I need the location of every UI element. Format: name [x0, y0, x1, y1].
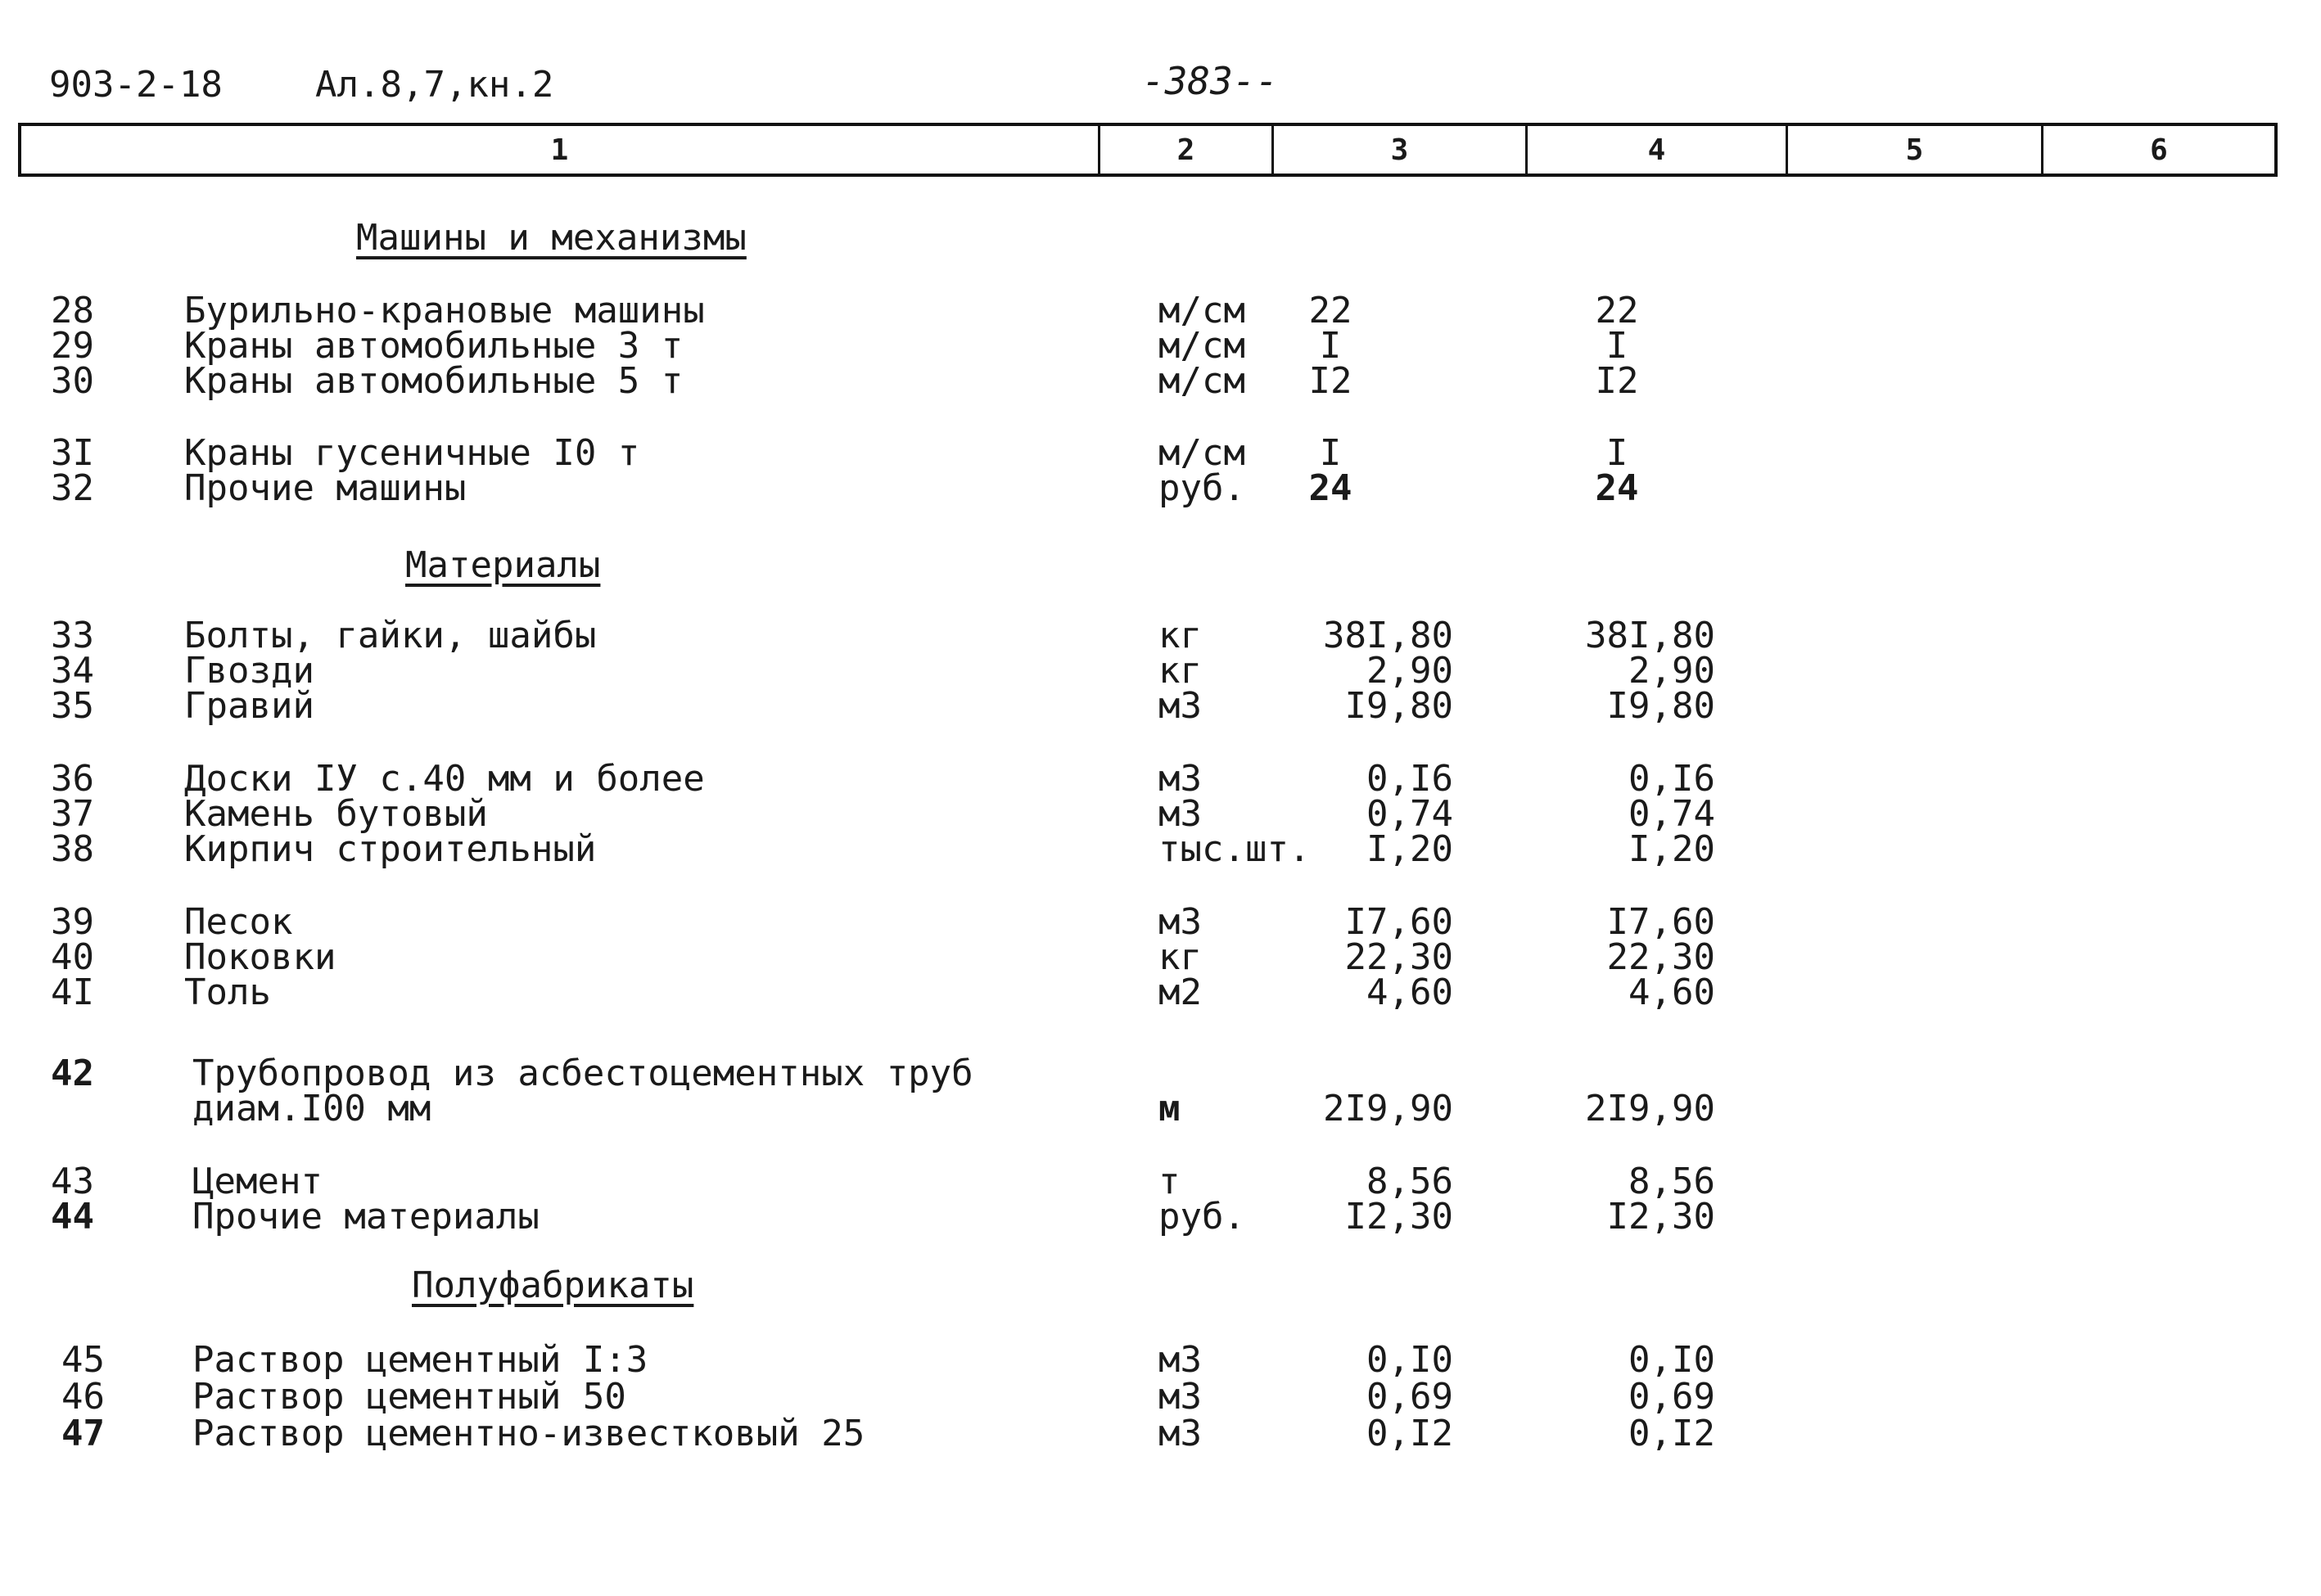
row-unit: м/см — [1158, 360, 1245, 402]
row-qty-col4: 0,69 — [1628, 1376, 1715, 1418]
table-row — [0, 972, 2321, 1013]
row-qty-col3: I2,30 — [1344, 1196, 1453, 1238]
row-number: 47 — [61, 1413, 105, 1454]
row-qty-col4: I — [1605, 325, 1628, 367]
row-unit: м3 — [1158, 685, 1202, 727]
row-unit: м — [1158, 1088, 1181, 1129]
row-qty-col3: I — [1319, 432, 1342, 474]
row-qty-col3: 22,30 — [1344, 936, 1453, 978]
row-unit: м/см — [1158, 290, 1245, 331]
column-4-header: 4 — [1528, 126, 1788, 174]
table-row — [0, 936, 2321, 978]
row-qty-col3: 0,74 — [1366, 793, 1453, 835]
row-qty-col3: I — [1319, 325, 1342, 367]
row-name: Гвозди — [184, 650, 314, 692]
row-unit: м3 — [1158, 901, 1202, 943]
section-title-machines: Машины и механизмы — [356, 217, 747, 259]
table-row — [0, 901, 2321, 943]
table-row — [0, 685, 2321, 727]
row-name: Раствор цементный 50 — [192, 1376, 626, 1418]
row-unit: руб. — [1158, 1196, 1245, 1238]
row-unit: м3 — [1158, 793, 1202, 835]
column-2-header: 2 — [1100, 126, 1274, 174]
row-number: 35 — [51, 685, 94, 727]
row-number: 43 — [51, 1161, 94, 1202]
row-qty-col4: 38I,80 — [1585, 615, 1715, 656]
row-qty-col3: 0,I0 — [1366, 1339, 1453, 1381]
row-qty-col4: 0,I0 — [1628, 1339, 1715, 1381]
row-qty-col4: I,20 — [1628, 828, 1715, 870]
row-unit: кг — [1158, 615, 1202, 656]
row-number: 30 — [51, 360, 94, 402]
table-row — [0, 793, 2321, 835]
row-qty-col4: I — [1605, 432, 1628, 474]
row-number: 32 — [51, 467, 94, 509]
row-unit: руб. — [1158, 467, 1245, 509]
row-name: Кирпич строительный — [184, 828, 597, 870]
row-number: 4I — [51, 972, 94, 1013]
row-name: Доски IУ с.40 мм и более — [184, 758, 705, 800]
row-number: 33 — [51, 615, 94, 656]
row-name: Краны гусеничные I0 т — [184, 432, 640, 474]
row-unit: кг — [1158, 936, 1202, 978]
row-number: 38 — [51, 828, 94, 870]
row-qty-col4: 2,90 — [1628, 650, 1715, 692]
row-qty-col3: 0,69 — [1366, 1376, 1453, 1418]
row-name: Краны автомобильные 3 т — [184, 325, 684, 367]
row-qty-col3: I7,60 — [1344, 901, 1453, 943]
column-3-header: 3 — [1274, 126, 1528, 174]
row-name: Гравий — [184, 685, 314, 727]
table-row — [0, 290, 2321, 331]
row-number: 39 — [51, 901, 94, 943]
table-row — [0, 1196, 2321, 1238]
table-row — [0, 432, 2321, 474]
column-1-header: 1 — [21, 126, 1100, 174]
row-qty-col3: I2 — [1308, 360, 1352, 402]
row-unit: м3 — [1158, 1376, 1202, 1418]
table-row — [0, 325, 2321, 367]
section-title-semi-finished: Полуфабрикаты — [412, 1265, 694, 1306]
row-qty-col4: 22,30 — [1606, 936, 1715, 978]
row-name: Болты, гайки, шайбы — [184, 615, 597, 656]
row-qty-col4: I7,60 — [1606, 901, 1715, 943]
row-number: 46 — [61, 1376, 105, 1418]
row-number: 42 — [51, 1053, 94, 1094]
row-name: Краны автомобильные 5 т — [184, 360, 684, 402]
table-row — [0, 360, 2321, 402]
row-qty-col4: 4,60 — [1628, 972, 1715, 1013]
row-number: 34 — [51, 650, 94, 692]
table-row — [0, 1376, 2321, 1418]
row-name: Камень бутовый — [184, 793, 488, 835]
table-row — [0, 1413, 2321, 1454]
row-number: 28 — [51, 290, 94, 331]
row-name: Цемент — [192, 1161, 323, 1202]
column-5-header: 5 — [1788, 126, 2043, 174]
table-row — [0, 615, 2321, 656]
table-row — [0, 1053, 2321, 1094]
row-unit: м/см — [1158, 325, 1245, 367]
row-qty-col3: 4,60 — [1366, 972, 1453, 1013]
row-name: Поковки — [184, 936, 336, 978]
row-qty-col3: I9,80 — [1344, 685, 1453, 727]
doc-code: 903-2-18 — [49, 64, 223, 106]
column-6-header: 6 — [2150, 133, 2168, 167]
row-qty-col3: 0,I2 — [1366, 1413, 1453, 1454]
row-qty-col4: 22 — [1595, 290, 1639, 331]
row-unit: кг — [1158, 650, 1202, 692]
row-qty-col3: 24 — [1308, 467, 1352, 509]
row-qty-col4: 2I9,90 — [1585, 1088, 1715, 1129]
row-number: 45 — [61, 1339, 105, 1381]
row-qty-col3: 2,90 — [1366, 650, 1453, 692]
row-qty-col4: 8,56 — [1628, 1161, 1715, 1202]
row-number: 3I — [51, 432, 94, 474]
row-qty-col3: 22 — [1308, 290, 1352, 331]
table-row — [0, 758, 2321, 800]
row-qty-col3: 38I,80 — [1323, 615, 1453, 656]
table-row — [0, 467, 2321, 509]
row-name: Бурильно-крановые машины — [184, 290, 705, 331]
section-title-materials: Материалы — [405, 544, 601, 586]
row-name: Раствор цементный I:3 — [192, 1339, 648, 1381]
row-unit: тыс.шт. — [1158, 828, 1311, 870]
row-number: 40 — [51, 936, 94, 978]
row-qty-col4: I2 — [1595, 360, 1639, 402]
page-header — [49, 59, 2276, 113]
row-unit: м3 — [1158, 758, 1202, 800]
row-unit: т — [1158, 1161, 1181, 1202]
row-number: 29 — [51, 325, 94, 367]
row-name: Толь — [184, 972, 271, 1013]
album-reference: Ал.8,7,кн.2 — [315, 64, 554, 106]
row-name: Прочие материалы — [192, 1196, 540, 1238]
row-qty-col3: 8,56 — [1366, 1161, 1453, 1202]
row-qty-col4: I2,30 — [1606, 1196, 1715, 1238]
row-qty-col3: 2I9,90 — [1323, 1088, 1453, 1129]
table-row — [0, 1161, 2321, 1202]
row-unit: м/см — [1158, 432, 1245, 474]
row-name: Раствор цементно-известковый 25 — [192, 1413, 865, 1454]
row-number: 36 — [51, 758, 94, 800]
row-unit: м2 — [1158, 972, 1202, 1013]
table-row — [0, 828, 2321, 870]
table-row — [0, 1339, 2321, 1381]
row-qty-col4: 0,I6 — [1628, 758, 1715, 800]
row-qty-col4: I9,80 — [1606, 685, 1715, 727]
row-unit: м3 — [1158, 1413, 1202, 1454]
row-qty-col3: 0,I6 — [1366, 758, 1453, 800]
row-number: 37 — [51, 793, 94, 835]
row-unit: м3 — [1158, 1339, 1202, 1381]
row-qty-col4: 0,74 — [1628, 793, 1715, 835]
row-qty-col3: I,20 — [1366, 828, 1453, 870]
row-name: Трубопровод из асбестоцементных труб — [192, 1053, 973, 1094]
row-qty-col4: 0,I2 — [1628, 1413, 1715, 1454]
table-row-continuation — [0, 1088, 2321, 1129]
page-number: -383-- — [1142, 59, 1279, 103]
row-number: 44 — [51, 1196, 94, 1238]
row-name: Песок — [184, 901, 293, 943]
column-header-row — [18, 123, 2278, 177]
row-name-continuation: диам.I00 мм — [192, 1088, 431, 1129]
table-row — [0, 650, 2321, 692]
row-qty-col4: 24 — [1595, 467, 1639, 509]
row-name: Прочие машины — [184, 467, 467, 509]
